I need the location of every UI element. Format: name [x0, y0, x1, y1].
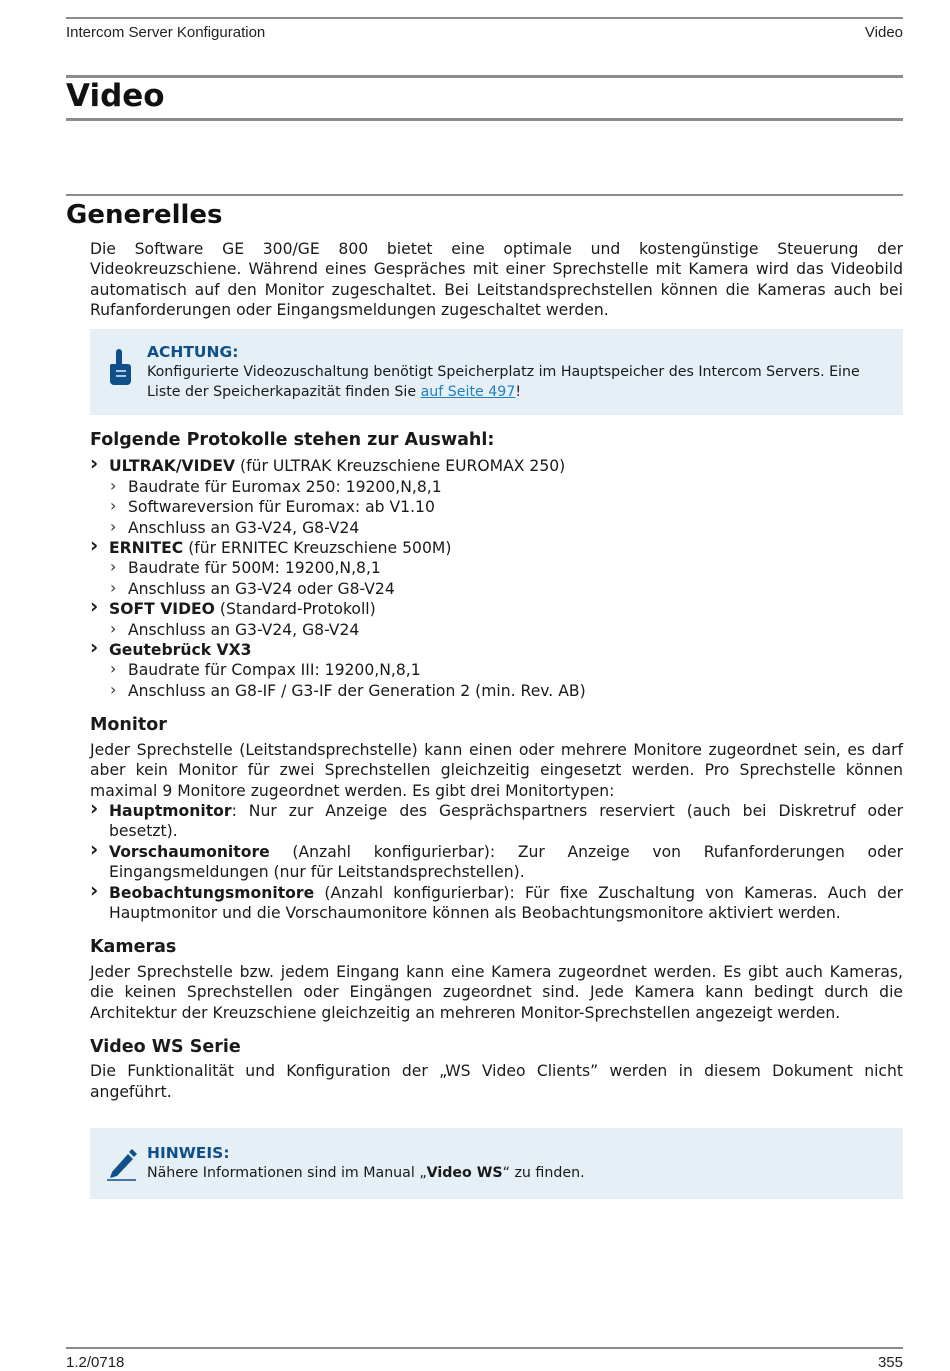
list-subitem: › Baudrate für Euromax 250: 19200,N,8,1 [90, 477, 903, 497]
list-item [90, 842, 903, 883]
hint-text-end: “ zu finden. [502, 1165, 585, 1181]
list-item [90, 883, 903, 924]
list-subitem: › Baudrate für Compax III: 19200,N,8,1 [90, 660, 903, 680]
chapter-title: Video [66, 78, 165, 114]
protocol-name: Geutebrück VX3 [109, 641, 252, 660]
hint-box [90, 1128, 903, 1199]
list-item [90, 801, 903, 842]
hint-manual-name: Video WS [426, 1165, 503, 1181]
list-item [90, 640, 903, 660]
list-item [90, 599, 903, 619]
attention-text [147, 363, 883, 402]
protocol-name: ULTRAK/VIDEV [109, 457, 236, 476]
monitor-type-name: Hauptmonitor [109, 801, 232, 820]
section-title: Generelles [66, 200, 223, 230]
list-subitem: › Anschluss an G3-V24, G8-V24 [90, 518, 903, 538]
header-rule [66, 17, 903, 19]
intro-block [90, 239, 903, 321]
list-item [90, 456, 903, 476]
kameras-heading: Kameras [90, 937, 177, 958]
protocols-heading: Folgende Protokolle stehen zur Auswahl: [90, 430, 495, 450]
hint-text-main: Nähere Informationen sind im Manual „ [147, 1165, 427, 1181]
monitor-type-desc: : Nur zur Anzeige des Gesprächspartners reserviert (auch bei Diskretruf oder besetzt). [109, 801, 903, 841]
footer-rule [66, 1347, 903, 1349]
page-number: 355 [877, 1354, 903, 1371]
list-subitem: › Baudrate für 500M: 19200,N,8,1 [90, 558, 903, 578]
chapter-top-rule [66, 75, 903, 78]
footer-version: 1.2/0718 [66, 1354, 125, 1371]
hint-text [147, 1164, 883, 1184]
page-link[interactable]: auf Seite 497 [420, 383, 516, 400]
monitor-type-desc: (Anzahl konfigurierbar): Zur Anzeige von Rufanforderungen oder Eingangsmeldungen (nur für Leitstandsprechstellen). [109, 842, 903, 882]
hint-title: HINWEIS: [147, 1144, 230, 1162]
attention-box [90, 329, 903, 415]
protocol-name: SOFT VIDEO [109, 600, 215, 619]
monitor-type-desc: (Anzahl konfigurierbar): Für fixe Zuschaltung von Kameras. Auch der Hauptmonitor und die Vorschaumonitore können als Beobachtungsmonitore aktiviert werden. [109, 883, 903, 922]
monitor-type-name: Beobachtungsmonitore [109, 883, 315, 902]
protocol-desc: (für ERNITEC Kreuzschiene 500M) [183, 539, 452, 558]
protocol-desc: (Standard-Protokoll) [214, 600, 376, 619]
ws-paragraph: Die Funktionalität und Konfiguration der „WS Video Clients” werden in diesem Dokument nicht angeführt. [90, 1062, 903, 1101]
attention-text-main: Konfigurierte Videozuschaltung benötigt Speicherplatz im Hauptspeicher des Intercom Servers. Eine Liste der Speicherkapazität finden Sie [147, 364, 860, 400]
intro-paragraph: Die Software GE 300/GE 800 bietet eine optimale und kostengünstige Steuerung der Videokreuzschiene. Während eines Gespräches mit einer Sprechstelle mit Kamera wird das Videobild automatisch auf den Monitor zugeschaltet. Bei Leitstandsprechstellen können die Kameras auch bei Rufanforderungen oder Eingangsmeldungen zugeschaltet werden. [90, 240, 903, 320]
protocols-list [90, 456, 903, 701]
protocol-desc: (für ULTRAK Kreuzschiene EUROMAX 250) [235, 457, 566, 476]
pointing-hand-icon [106, 347, 134, 391]
monitor-type-name: Vorschaumonitore [109, 842, 270, 861]
page-footer [66, 1354, 903, 1371]
main-content [90, 430, 903, 1102]
protocol-name: ERNITEC [109, 539, 184, 558]
chapter-bottom-rule [66, 118, 903, 121]
monitor-paragraph: Jeder Sprechstelle (Leitstandsprechstelle) kann einen oder mehrere Monitore zugeordnet sein, es darf aber kein Monitor für zwei Sprechstellen gleichzeitig eingesetzt werden. Pro Sprechstelle können maximal 9 Monitore zugeordnet werden. Es gibt drei Monitortypen: [90, 740, 903, 800]
kameras-paragraph: Jeder Sprechstelle bzw. jedem Eingang kann eine Kamera zugeordnet werden. Es gibt auch Kameras, die keinen Sprechstellen oder Eingängen zugeordnet sind. Jede Kamera kann bedingt durch die Architektur der Kreuzschiene gleichzeitig an mehreren Monitor-Sprechstellen angezeigt werden. [90, 962, 903, 1022]
attention-title: ACHTUNG: [147, 343, 239, 361]
monitor-list [90, 801, 903, 923]
header-right: Video [864, 24, 903, 41]
monitor-heading: Monitor [90, 715, 167, 736]
list-subitem: › Anschluss an G3-V24, G8-V24 [90, 620, 903, 640]
ws-heading: Video WS Serie [90, 1036, 241, 1057]
list-item [90, 538, 903, 558]
header-left: Intercom Server Konfiguration [66, 24, 266, 41]
page-header [66, 24, 903, 41]
attention-text-end: ! [515, 383, 522, 400]
section-rule [66, 194, 903, 196]
list-subitem: › Softwareversion für Euromax: ab V1.10 [90, 497, 903, 517]
list-subitem: › Anschluss an G3-V24 oder G8-V24 [90, 579, 903, 599]
pencil-icon [106, 1146, 138, 1186]
list-subitem: › Anschluss an G8-IF / G3-IF der Generation 2 (min. Rev. AB) [90, 681, 903, 701]
